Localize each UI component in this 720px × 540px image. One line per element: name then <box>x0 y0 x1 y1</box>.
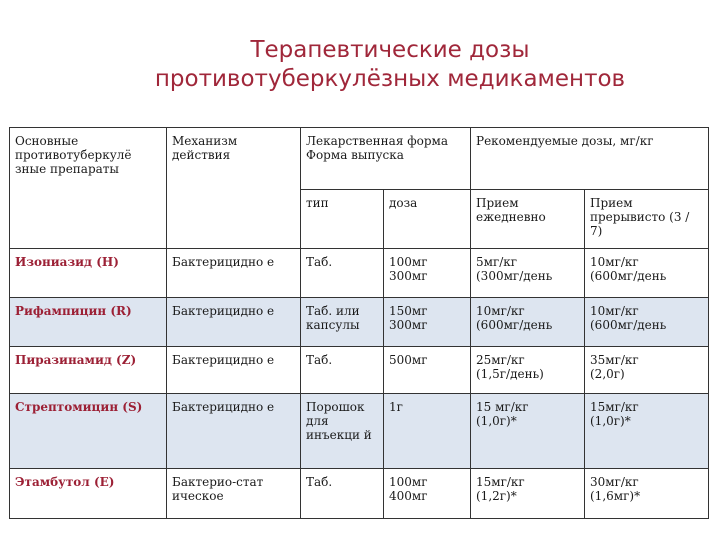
dose-line: 300мг <box>389 269 428 283</box>
drug-intermittent-dose <box>585 347 709 394</box>
dose-line: 400мг <box>389 489 428 503</box>
drug-daily-dose <box>471 249 585 298</box>
dose-line: 300мг <box>389 318 428 332</box>
drug-mechanism: Бактерицидно е <box>167 347 301 394</box>
dose-line: 25мг/кг <box>476 353 525 367</box>
drug-form-dose <box>384 298 471 347</box>
title-line-2: противотуберкулёзных медикаментов <box>154 66 626 92</box>
table-row <box>10 249 709 298</box>
header-type: тип <box>301 190 384 249</box>
dose-line: (1,5г/день) <box>476 367 544 381</box>
drug-mechanism: Бактерицидно е <box>167 394 301 469</box>
drug-intermittent-dose <box>585 469 709 519</box>
dose-line: 30мг/кг <box>590 475 639 489</box>
dose-line: 500мг <box>389 353 428 367</box>
drug-name: Стрептомицин (S) <box>10 394 167 469</box>
dose-line: (600мг/день <box>590 269 667 283</box>
dose-line: (1,0г)* <box>590 414 631 428</box>
drug-mechanism: Бактерио-стат ическое <box>167 469 301 519</box>
dose-line: (300мг/день <box>476 269 553 283</box>
dose-line: 35мг/кг <box>590 353 639 367</box>
drug-form-dose <box>384 469 471 519</box>
title-line-1: Терапевтические дозы <box>250 37 530 63</box>
drug-intermittent-dose <box>585 249 709 298</box>
table-row <box>10 298 709 347</box>
drug-name: Изониазид (H) <box>10 249 167 298</box>
drug-form-dose <box>384 394 471 469</box>
table-row <box>10 347 709 394</box>
drug-name: Рифампицин (R) <box>10 298 167 347</box>
dosage-table <box>9 127 709 519</box>
header-doses: Рекомендуемые дозы, мг/кг <box>471 128 709 190</box>
drug-mechanism: Бактерицидно е <box>167 249 301 298</box>
dose-line: (600мг/день <box>476 318 553 332</box>
table-row <box>10 469 709 519</box>
dose-line: (600мг/день <box>590 318 667 332</box>
header-form-release: Форма выпуска <box>306 148 404 162</box>
header-dose: доза <box>384 190 471 249</box>
dose-line: 100мг <box>389 475 428 489</box>
drug-form-dose <box>384 347 471 394</box>
header-intermittent: Прием прерывисто (3 / 7) <box>585 190 709 249</box>
drug-name: Пиразинамид (Z) <box>10 347 167 394</box>
dose-line: 100мг <box>389 255 428 269</box>
drug-intermittent-dose <box>585 394 709 469</box>
dose-line: 150мг <box>389 304 428 318</box>
dose-line: 5мг/кг <box>476 255 518 269</box>
table-row <box>10 394 709 469</box>
header-mechanism: Механизм действия <box>167 128 301 249</box>
drug-daily-dose <box>471 394 585 469</box>
drug-form-type: Порошок для инъекци й <box>301 394 384 469</box>
drug-form-type: Таб. <box>301 249 384 298</box>
drug-daily-dose <box>471 347 585 394</box>
header-form-label: Лекарственная форма <box>306 134 448 148</box>
header-daily: Прием ежедневно <box>471 190 585 249</box>
drug-form-type: Таб. или капсулы <box>301 298 384 347</box>
header-form <box>301 128 471 190</box>
dose-line: 10мг/кг <box>476 304 525 318</box>
drug-intermittent-dose <box>585 298 709 347</box>
dose-line: 15мг/кг <box>476 475 525 489</box>
dose-line: (1,0г)* <box>476 414 517 428</box>
drug-form-type: Таб. <box>301 347 384 394</box>
dose-line: 10мг/кг <box>590 304 639 318</box>
drug-form-dose <box>384 249 471 298</box>
drug-daily-dose <box>471 298 585 347</box>
header-row <box>10 128 709 190</box>
dose-line: (1,6мг)* <box>590 489 641 503</box>
drug-form-type: Таб. <box>301 469 384 519</box>
dose-line: 10мг/кг <box>590 255 639 269</box>
dose-line: (1,2г)* <box>476 489 517 503</box>
dose-line: 15 мг/кг <box>476 400 529 414</box>
page-title <box>0 36 720 94</box>
dose-line: 15мг/кг <box>590 400 639 414</box>
drug-mechanism: Бактерицидно е <box>167 298 301 347</box>
drug-name: Этамбутол (E) <box>10 469 167 519</box>
drug-daily-dose <box>471 469 585 519</box>
header-drugs: Основные противотуберкулё зные препараты <box>10 128 167 249</box>
dose-line: 1г <box>389 400 403 414</box>
dose-line: (2,0г) <box>590 367 625 381</box>
